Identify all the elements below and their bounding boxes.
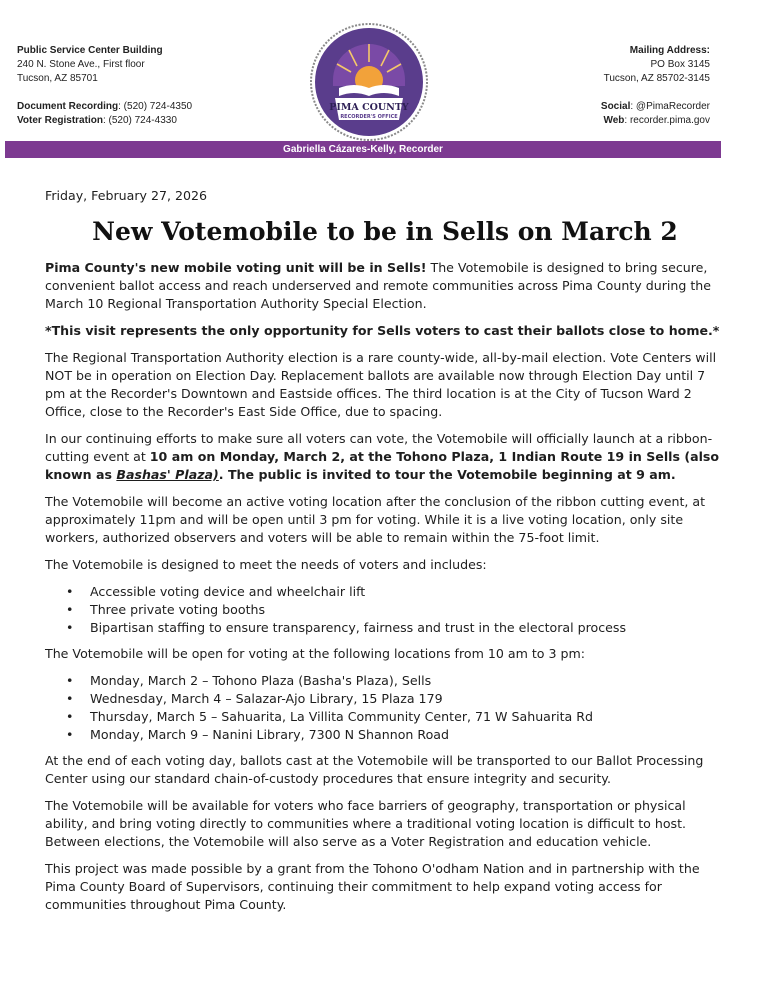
office-contact-block [17, 44, 192, 128]
list-item: • Monday, March 2 – Tohono Plaza (Basha's Plaza), Sells [90, 672, 725, 690]
mailing-contact-block [601, 44, 710, 128]
document-recording-line [17, 100, 192, 114]
paragraph-voting-hours: The Votemobile will become an active voting location after the conclusion of the ribbon cutting event, at approximately 11pm and will be open until 3 pm for voting. While it is a live voting location, only site workers, authorized observers and voters will be able to remain within the 75-foot limit. [45, 494, 706, 545]
city-address: Tucson, AZ 85701 [17, 73, 98, 84]
release-date: Friday, February 27, 2026 [45, 188, 208, 203]
paragraph-launch-event [45, 430, 725, 484]
pima-county-recorder-logo [309, 22, 429, 142]
launch-text-b: 10 am on Monday, March 2, at the Tohono Plaza, 1 Indian Route 19 in Sells (also known as [45, 449, 720, 482]
voter-registration-line [17, 114, 192, 128]
paragraph-intro [45, 259, 725, 313]
letterhead [0, 0, 768, 165]
launch-text-d: . The public is invited to tour the Votemobile beginning at 9 am. [218, 467, 676, 482]
list-item: • Thursday, March 5 – Sahuarita, La Villita Community Center, 71 W Sahuarita Rd [90, 708, 725, 726]
building-name: Public Service Center Building [17, 45, 163, 56]
list-item: • Three private voting booths [90, 601, 725, 619]
paragraph-election-info: The Regional Transportation Authority election is a rare county-wide, all-by-mail election. Vote Centers will NOT be in operation on Election Day. Replacement ballots are available now through Election Day until 7 pm at the Recorder's Downtown and Eastside offices. The third location is at the City of Tucson Ward 2 Office, close to the Recorder's East Side Office, due to spacing. [45, 350, 717, 419]
press-release-body [45, 187, 725, 923]
mailing-label: Mailing Address: [629, 45, 710, 56]
document-recording-label: Document Recording [17, 101, 119, 112]
voter-registration-phone: : (520) 724-4330 [102, 115, 177, 126]
paragraph-locations-intro: The Votemobile will be open for voting at the following locations from 10 am to 3 pm: [45, 646, 586, 661]
paragraph-only-opportunity: *This visit represents the only opportunity for Sells voters to cast their ballots close to home.* [45, 323, 720, 338]
social-line [601, 100, 710, 114]
po-box: PO Box 3145 [650, 59, 710, 70]
voter-registration-label: Voter Registration [17, 115, 103, 126]
logo-office: RECORDER'S OFFICE [340, 114, 398, 120]
social-label: Social [600, 101, 631, 112]
social-handle: : @PimaRecorder [630, 101, 710, 112]
web-label: Web [603, 115, 625, 126]
launch-text-c: Bashas' Plaza) [116, 467, 219, 482]
document-recording-phone: : (520) 724-4350 [118, 101, 193, 112]
list-item: • Monday, March 9 – Nanini Library, 7300 N Shannon Road [90, 726, 725, 744]
launch-text-a: In our continuing efforts to make sure all voters can vote, the Votemobile will officially launch at a ribbon-cutting event at [45, 431, 713, 464]
list-item: • Accessible voting device and wheelchair lift [90, 583, 725, 601]
recorder-banner: Gabriella Cázares-Kelly, Recorder [5, 141, 721, 158]
intro-rest: The Votemobile is designed to bring secure, convenient ballot access and reach underserved and remote communities across Pima County during the March 10 Regional Transportation Authority Special Election. [45, 260, 712, 311]
paragraph-features-intro: The Votemobile is designed to meet the needs of voters and includes: [45, 557, 487, 572]
paragraph-availability: The Votemobile will be available for voters who face barriers of geography, transportation or physical ability, and bring voting directly to communities where a traditional voting location is difficult to host. Between elections, the Votemobile will also serve as a Voter Registration and education vehicle. [45, 798, 687, 849]
paragraph-acknowledgment: This project was made possible by a grant from the Tohono O'odham Nation and in partnership with the Pima County Board of Supervisors, continuing their commitment to help expand voting access for communities throughout Pima County. [45, 861, 700, 912]
features-list [45, 583, 725, 637]
logo-name: PIMA COUNTY [329, 102, 409, 113]
web-address: : recorder.pima.gov [624, 115, 710, 126]
street-address: 240 N. Stone Ave., First floor [17, 59, 145, 70]
intro-lead: Pima County's new mobile voting unit will be in Sells! [45, 260, 427, 275]
list-item: • Wednesday, March 4 – Salazar-Ajo Library, 15 Plaza 179 [90, 690, 725, 708]
paragraph-ballot-transport: At the end of each voting day, ballots cast at the Votemobile will be transported to our Ballot Processing Center using our standard chain-of-custody procedures that ensure integrity and security. [45, 753, 704, 786]
mailing-city: Tucson, AZ 85702-3145 [603, 73, 710, 84]
release-title: New Votemobile to be in Sells on March 2 [92, 217, 678, 246]
web-line [601, 114, 710, 128]
locations-list [45, 672, 725, 744]
list-item: • Bipartisan staffing to ensure transparency, fairness and trust in the electoral process [90, 619, 725, 637]
